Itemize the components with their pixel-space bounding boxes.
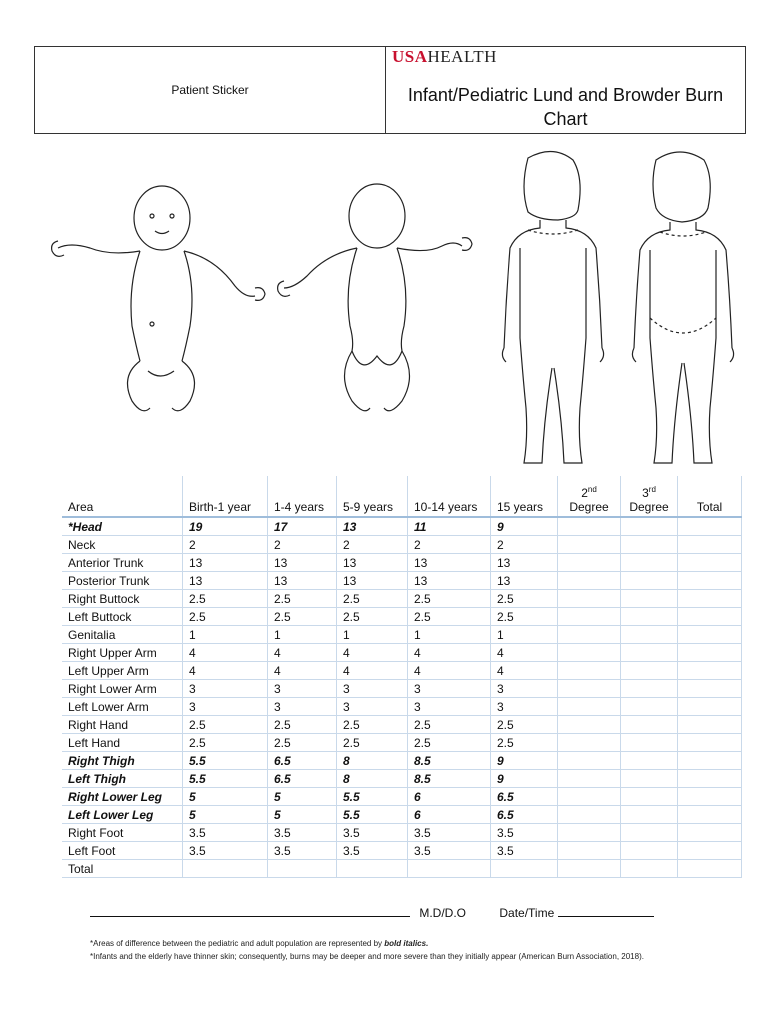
percent-cell: 4	[183, 644, 268, 662]
percent-cell: 13	[408, 572, 491, 590]
table-row	[62, 770, 742, 788]
total-cell[interactable]	[678, 590, 742, 608]
footnote-thin-skin: *Infants and the elderly have thinner skin; consequently, burns may be deeper and more severe than they initially appear (American Burn Association, 2018).	[90, 952, 644, 961]
table-row	[62, 662, 742, 680]
3rd-degree-cell[interactable]	[621, 770, 678, 788]
2nd-degree-cell[interactable]	[558, 554, 621, 572]
total-cell[interactable]	[678, 752, 742, 770]
percent-cell: 13	[268, 554, 337, 572]
2nd-degree-cell[interactable]	[558, 698, 621, 716]
percent-cell: 9	[491, 770, 558, 788]
percent-cell: 13	[183, 554, 268, 572]
header-birth-1-year: Birth-1 year	[183, 476, 268, 517]
3rd-degree-cell[interactable]	[621, 608, 678, 626]
3rd-degree-cell[interactable]	[621, 752, 678, 770]
header-total: Total	[678, 476, 742, 517]
burn-chart-table	[62, 476, 742, 878]
percent-cell: 6.5	[268, 770, 337, 788]
3rd-degree-cell[interactable]	[621, 806, 678, 824]
total-cell[interactable]	[678, 734, 742, 752]
infant-front-figure	[40, 176, 270, 426]
patient-sticker-label: Patient Sticker	[171, 83, 249, 97]
percent-cell: 2	[183, 536, 268, 554]
percent-cell: 4	[337, 662, 408, 680]
2nd-degree-cell[interactable]	[558, 680, 621, 698]
table-row	[62, 806, 742, 824]
percent-cell: 13	[337, 572, 408, 590]
total-cell[interactable]	[678, 806, 742, 824]
total-cell[interactable]	[678, 716, 742, 734]
percent-cell: 13	[268, 572, 337, 590]
total-cell[interactable]	[678, 770, 742, 788]
percent-cell: 6	[408, 788, 491, 806]
table-row	[62, 680, 742, 698]
percent-cell: 3.5	[183, 824, 268, 842]
percent-cell: 4	[408, 662, 491, 680]
percent-cell: 3	[183, 698, 268, 716]
percent-cell	[183, 860, 268, 878]
percent-cell: 2.5	[337, 608, 408, 626]
percent-cell: 8	[337, 752, 408, 770]
3rd-degree-cell[interactable]	[621, 644, 678, 662]
area-cell: Right Upper Arm	[62, 644, 183, 662]
infant-back-figure	[272, 176, 482, 426]
percent-cell: 5	[183, 806, 268, 824]
percent-cell: 17	[268, 517, 337, 536]
percent-cell: 1	[491, 626, 558, 644]
percent-cell: 5	[268, 788, 337, 806]
area-cell: Right Hand	[62, 716, 183, 734]
2nd-degree-cell[interactable]	[558, 608, 621, 626]
total-cell[interactable]	[678, 608, 742, 626]
percent-cell: 2.5	[337, 590, 408, 608]
title-area	[386, 47, 745, 133]
3rd-degree-cell[interactable]	[621, 554, 678, 572]
2nd-degree-cell[interactable]	[558, 536, 621, 554]
header-area: Area	[62, 476, 183, 517]
percent-cell: 2.5	[337, 716, 408, 734]
area-cell: Posterior Trunk	[62, 572, 183, 590]
2nd-degree-cell[interactable]	[558, 752, 621, 770]
3rd-degree-cell[interactable]	[621, 860, 678, 878]
area-cell: Total	[62, 860, 183, 878]
total-cell[interactable]	[678, 788, 742, 806]
percent-cell: 3	[183, 680, 268, 698]
percent-cell: 2.5	[268, 590, 337, 608]
percent-cell: 13	[491, 554, 558, 572]
total-cell[interactable]	[678, 626, 742, 644]
3rd-degree-cell[interactable]	[621, 590, 678, 608]
percent-cell: 3	[337, 698, 408, 716]
percent-cell: 4	[337, 644, 408, 662]
area-cell: Anterior Trunk	[62, 554, 183, 572]
percent-cell: 8	[337, 770, 408, 788]
3rd-degree-cell[interactable]	[621, 734, 678, 752]
percent-cell: 2.5	[268, 734, 337, 752]
percent-cell: 4	[268, 662, 337, 680]
area-cell: Left Buttock	[62, 608, 183, 626]
percent-cell: 13	[183, 572, 268, 590]
child-front-figure	[618, 148, 748, 478]
percent-cell: 5	[183, 788, 268, 806]
percent-cell: 3	[268, 698, 337, 716]
percent-cell: 2	[491, 536, 558, 554]
header-box	[34, 46, 746, 134]
percent-cell: 4	[491, 644, 558, 662]
footnotes	[90, 938, 670, 964]
total-cell[interactable]	[678, 842, 742, 860]
datetime-label: Date/Time	[499, 906, 555, 920]
percent-cell: 3.5	[491, 824, 558, 842]
total-cell[interactable]	[678, 644, 742, 662]
area-cell: Genitalia	[62, 626, 183, 644]
table-row	[62, 860, 742, 878]
3rd-degree-cell[interactable]	[621, 626, 678, 644]
3rd-degree-cell[interactable]	[621, 662, 678, 680]
3rd-degree-cell[interactable]	[621, 788, 678, 806]
area-cell: Right Thigh	[62, 752, 183, 770]
area-cell: *Head	[62, 517, 183, 536]
percent-cell: 3.5	[183, 842, 268, 860]
percent-cell: 6.5	[268, 752, 337, 770]
percent-cell: 2.5	[408, 716, 491, 734]
percent-cell: 3.5	[337, 824, 408, 842]
percent-cell: 13	[337, 517, 408, 536]
2nd-degree-cell[interactable]	[558, 517, 621, 536]
percent-cell: 3.5	[337, 842, 408, 860]
percent-cell: 2.5	[183, 716, 268, 734]
percent-cell: 1	[337, 626, 408, 644]
table-row	[62, 698, 742, 716]
2nd-degree-cell[interactable]	[558, 842, 621, 860]
percent-cell: 2.5	[491, 734, 558, 752]
area-cell: Right Lower Leg	[62, 788, 183, 806]
percent-cell: 13	[337, 554, 408, 572]
total-cell[interactable]	[678, 572, 742, 590]
table-row	[62, 572, 742, 590]
percent-cell: 2.5	[183, 734, 268, 752]
percent-cell: 3.5	[268, 842, 337, 860]
2nd-degree-cell[interactable]	[558, 572, 621, 590]
percent-cell: 3	[408, 680, 491, 698]
percent-cell: 8.5	[408, 770, 491, 788]
header-1-4-years: 1-4 years	[268, 476, 337, 517]
percent-cell: 2.5	[491, 590, 558, 608]
3rd-degree-cell[interactable]	[621, 517, 678, 536]
percent-cell: 5	[268, 806, 337, 824]
percent-cell: 3	[491, 680, 558, 698]
2nd-degree-cell[interactable]	[558, 788, 621, 806]
md-do-label: M.D/D.O	[419, 906, 467, 920]
2nd-degree-cell[interactable]	[558, 626, 621, 644]
area-cell: Left Foot	[62, 842, 183, 860]
footnote-bold-italics: *Areas of difference between the pediatric and adult population are represented by bold italics.	[90, 939, 429, 948]
percent-cell: 2.5	[491, 716, 558, 734]
percent-cell: 3.5	[408, 824, 491, 842]
physician-signature-field[interactable]	[90, 906, 410, 917]
percent-cell: 2.5	[491, 608, 558, 626]
area-cell: Left Lower Arm	[62, 698, 183, 716]
percent-cell: 2	[337, 536, 408, 554]
percent-cell: 2.5	[408, 608, 491, 626]
total-cell[interactable]	[678, 860, 742, 878]
3rd-degree-cell[interactable]	[621, 842, 678, 860]
percent-cell: 13	[491, 572, 558, 590]
percent-cell: 1	[183, 626, 268, 644]
table-row	[62, 536, 742, 554]
percent-cell: 2.5	[183, 608, 268, 626]
area-cell: Neck	[62, 536, 183, 554]
percent-cell: 4	[491, 662, 558, 680]
2nd-degree-cell[interactable]	[558, 824, 621, 842]
percent-cell: 2.5	[183, 590, 268, 608]
header-2nd-degree: 2nd Degree	[558, 476, 621, 517]
percent-cell: 8.5	[408, 752, 491, 770]
percent-cell: 3.5	[491, 842, 558, 860]
percent-cell: 6.5	[491, 806, 558, 824]
percent-cell: 5.5	[183, 770, 268, 788]
area-cell: Right Buttock	[62, 590, 183, 608]
table-row	[62, 590, 742, 608]
percent-cell: 2	[268, 536, 337, 554]
table-row	[62, 734, 742, 752]
percent-cell	[268, 860, 337, 878]
2nd-degree-cell[interactable]	[558, 662, 621, 680]
2nd-degree-cell[interactable]	[558, 770, 621, 788]
percent-cell: 1	[408, 626, 491, 644]
percent-cell	[491, 860, 558, 878]
total-cell[interactable]	[678, 536, 742, 554]
patient-sticker-area	[35, 47, 386, 133]
percent-cell	[408, 860, 491, 878]
header-10-14-years: 10-14 years	[408, 476, 491, 517]
percent-cell: 5.5	[337, 788, 408, 806]
table-header-row	[62, 476, 742, 517]
3rd-degree-cell[interactable]	[621, 716, 678, 734]
chart-title: Infant/Pediatric Lund and Browder Burn Chart	[407, 85, 724, 129]
percent-cell: 2	[408, 536, 491, 554]
2nd-degree-cell[interactable]	[558, 590, 621, 608]
percent-cell: 6.5	[491, 788, 558, 806]
area-cell: Left Thigh	[62, 770, 183, 788]
percent-cell: 3.5	[408, 842, 491, 860]
table-row	[62, 842, 742, 860]
3rd-degree-cell[interactable]	[621, 536, 678, 554]
table-row	[62, 752, 742, 770]
percent-cell: 4	[268, 644, 337, 662]
table-row	[62, 608, 742, 626]
2nd-degree-cell[interactable]	[558, 734, 621, 752]
table-row	[62, 626, 742, 644]
percent-cell: 1	[268, 626, 337, 644]
area-cell: Right Foot	[62, 824, 183, 842]
percent-cell: 9	[491, 752, 558, 770]
table-row	[62, 644, 742, 662]
percent-cell: 3	[337, 680, 408, 698]
percent-cell: 5.5	[337, 806, 408, 824]
table-row	[62, 517, 742, 536]
2nd-degree-cell[interactable]	[558, 806, 621, 824]
percent-cell: 19	[183, 517, 268, 536]
3rd-degree-cell[interactable]	[621, 698, 678, 716]
percent-cell: 3	[268, 680, 337, 698]
3rd-degree-cell[interactable]	[621, 680, 678, 698]
percent-cell: 2.5	[337, 734, 408, 752]
percent-cell: 2.5	[268, 608, 337, 626]
percent-cell: 6	[408, 806, 491, 824]
total-cell[interactable]	[678, 824, 742, 842]
percent-cell: 2.5	[268, 716, 337, 734]
percent-cell	[337, 860, 408, 878]
area-cell: Right Lower Arm	[62, 680, 183, 698]
2nd-degree-cell[interactable]	[558, 716, 621, 734]
total-cell[interactable]	[678, 680, 742, 698]
percent-cell: 4	[183, 662, 268, 680]
body-figures	[40, 148, 750, 478]
3rd-degree-cell[interactable]	[621, 824, 678, 842]
percent-cell: 3	[408, 698, 491, 716]
percent-cell: 9	[491, 517, 558, 536]
percent-cell: 3.5	[268, 824, 337, 842]
2nd-degree-cell[interactable]	[558, 644, 621, 662]
total-cell[interactable]	[678, 517, 742, 536]
table-row	[62, 716, 742, 734]
header-3rd-degree: 3rd Degree	[621, 476, 678, 517]
area-cell: Left Lower Leg	[62, 806, 183, 824]
header-15-years: 15 years	[491, 476, 558, 517]
area-cell: Left Hand	[62, 734, 183, 752]
signature-line	[90, 906, 730, 920]
percent-cell: 4	[408, 644, 491, 662]
percent-cell: 11	[408, 517, 491, 536]
usa-health-logo: USAHEALTH	[392, 47, 497, 66]
area-cell: Left Upper Arm	[62, 662, 183, 680]
total-cell[interactable]	[678, 698, 742, 716]
total-cell[interactable]	[678, 554, 742, 572]
child-back-figure	[488, 148, 618, 478]
percent-cell: 13	[408, 554, 491, 572]
percent-cell: 3	[491, 698, 558, 716]
table-row	[62, 554, 742, 572]
table-row	[62, 788, 742, 806]
2nd-degree-cell[interactable]	[558, 860, 621, 878]
header-5-9-years: 5-9 years	[337, 476, 408, 517]
table-row	[62, 824, 742, 842]
3rd-degree-cell[interactable]	[621, 572, 678, 590]
percent-cell: 2.5	[408, 734, 491, 752]
percent-cell: 5.5	[183, 752, 268, 770]
datetime-field[interactable]	[558, 906, 654, 917]
percent-cell: 2.5	[408, 590, 491, 608]
total-cell[interactable]	[678, 662, 742, 680]
